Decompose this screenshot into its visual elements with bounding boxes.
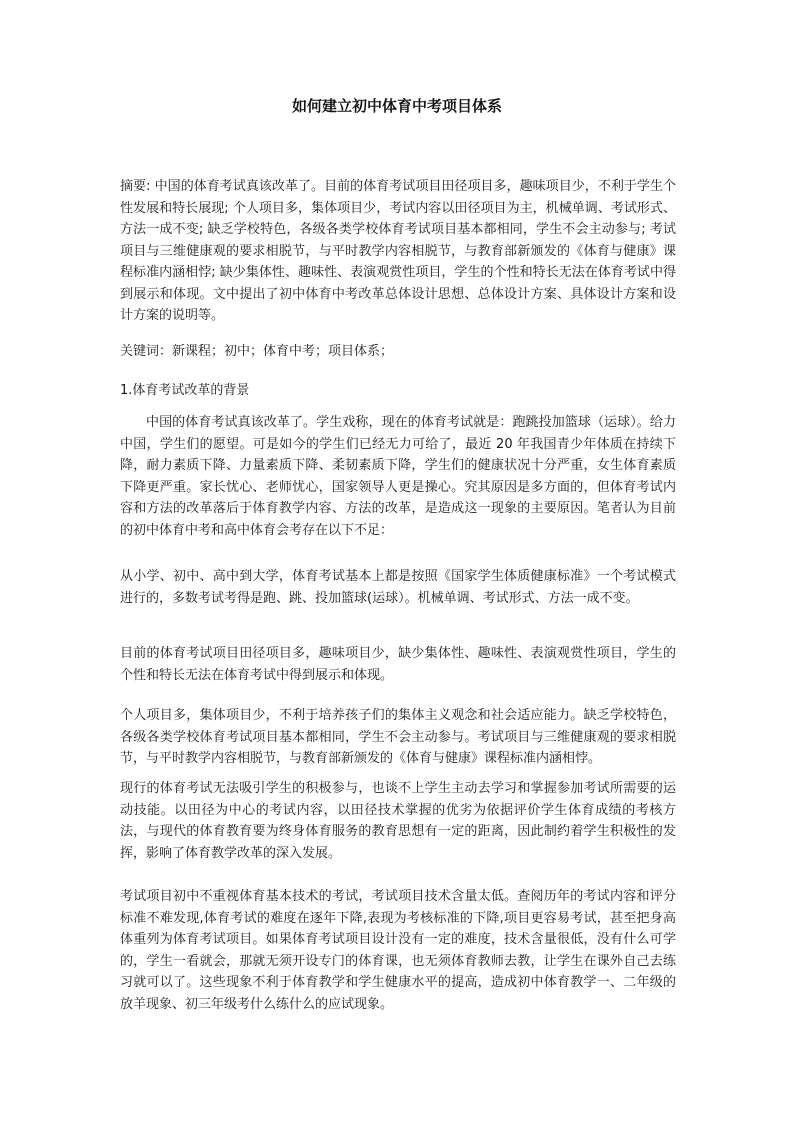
body-paragraph-6: 考试项目初中不重视体育基本技术的考试，考试项目技术含量太低。查阅历年的考试内容和评分标准不难发现,体育考试的难度在逐年下降,表现为考核标准的下降,项目更容易考试，甚至把身高体重列为体育考试项目。如果体育考试项目设计没有一定的难度，技术含量很低，没有什么可学的，学生一看就会，那就无须开设专门的体育课，也无须体育教师去教，让学生在课外自己去练习就可以了。这些现象不利于体育教学和学生健康水平的提高，造成初中体育教学一、二年级的放羊现象、初三年级考什么练什么的应试现象。: [120, 889, 676, 1012]
body-paragraph-5: 现行的体育考试无法吸引学生的积极参与，也谈不上学生主动去学习和掌握参加考试所需要的运动技能。以田径为中心的考试内容，以田径技术掌握的优劣为依据评价学生体育成绩的考核方法，与现代的体育教育要为终身体育服务的教育思想有一定的距离，因此制约着学生积极性的发挥，影响了体育教学改革的深入发展。: [120, 781, 676, 861]
body-paragraph-4: 个人项目多，集体项目少，不利于培养孩子们的集体主义观念和社会适应能力。缺乏学校特色，各级各类学校体育考试项目基本都相同，学生不会主动参与。考试项目与三维健康观的要求相脱节，与平时教学内容相脱节，与教育部新颁发的《体育与健康》课程标准内涵相悖。: [120, 708, 676, 766]
section-heading: 1.体育考试改革的背景: [120, 383, 250, 398]
body-paragraph-3: 目前的体育考试项目田径项目多，趣味项目少，缺少集体性、趣味性、表演观赏性项目，学生的个性和特长无法在体育考试中得到展示和体现。: [120, 646, 676, 683]
body-paragraph-1: 中国的体育考试真该改革了。学生戏称，现在的体育考试就是：跑跳投加篮球（运球）。给力中国，学生们的愿望。可是如今的学生们已经无力可给了，最近 20 年我国青少年体质在持续下降，耐力素质下降、力量素质下降、柔韧素质下降，学生们的健康状况十分严重，女生体育素质下降更严重。家长忧心、老师忧心，国家领导人更是操心。究其原因是多方面的，但体育考试内容和方法的改革落后于体育教学内容、方法的改革，是造成这一现象的主要原因。笔者认为目前的初中体育中考和高中体育会考存在以下不足：: [120, 415, 676, 538]
body-paragraph-2: 从小学、初中、高中到大学，体育考试基本上都是按照《国家学生体质健康标准》一个考试模式进行的，多数考试考得是跑、跳、投加篮球(运球）。机械单调、考试形式、方法一成不变。: [120, 569, 676, 606]
keywords-line: 关键词：新课程；初中；体育中考；项目体系；: [120, 344, 394, 359]
abstract-paragraph: 摘要: 中国的体育考试真该改革了。目前的体育考试项目田径项目多，趣味项目少，不利于学生个性发展和特长展现; 个人项目多，集体项目少，考试内容以田径项目为主，机械单调、考试形式、方法一成不变; 缺乏学校特色，各级各类学校体育考试项目基本都相同，学生不会主动参与; 考试项目与三维健康观的要求相脱节，与平时教学内容相脱节，与教育部新颁发的《体育与健康》课程标准内涵相悖; 缺少集体性、趣味性、表演观赏性项目，学生的个性和特长无法在体育考试中得到展示和体现。文中提出了初中体育中考改革总体设计思想、总体设计方案、具体设计方案和设计方案的说明等。: [120, 179, 676, 323]
document-title: 如何建立初中体育中考项目体系: [291, 97, 502, 115]
